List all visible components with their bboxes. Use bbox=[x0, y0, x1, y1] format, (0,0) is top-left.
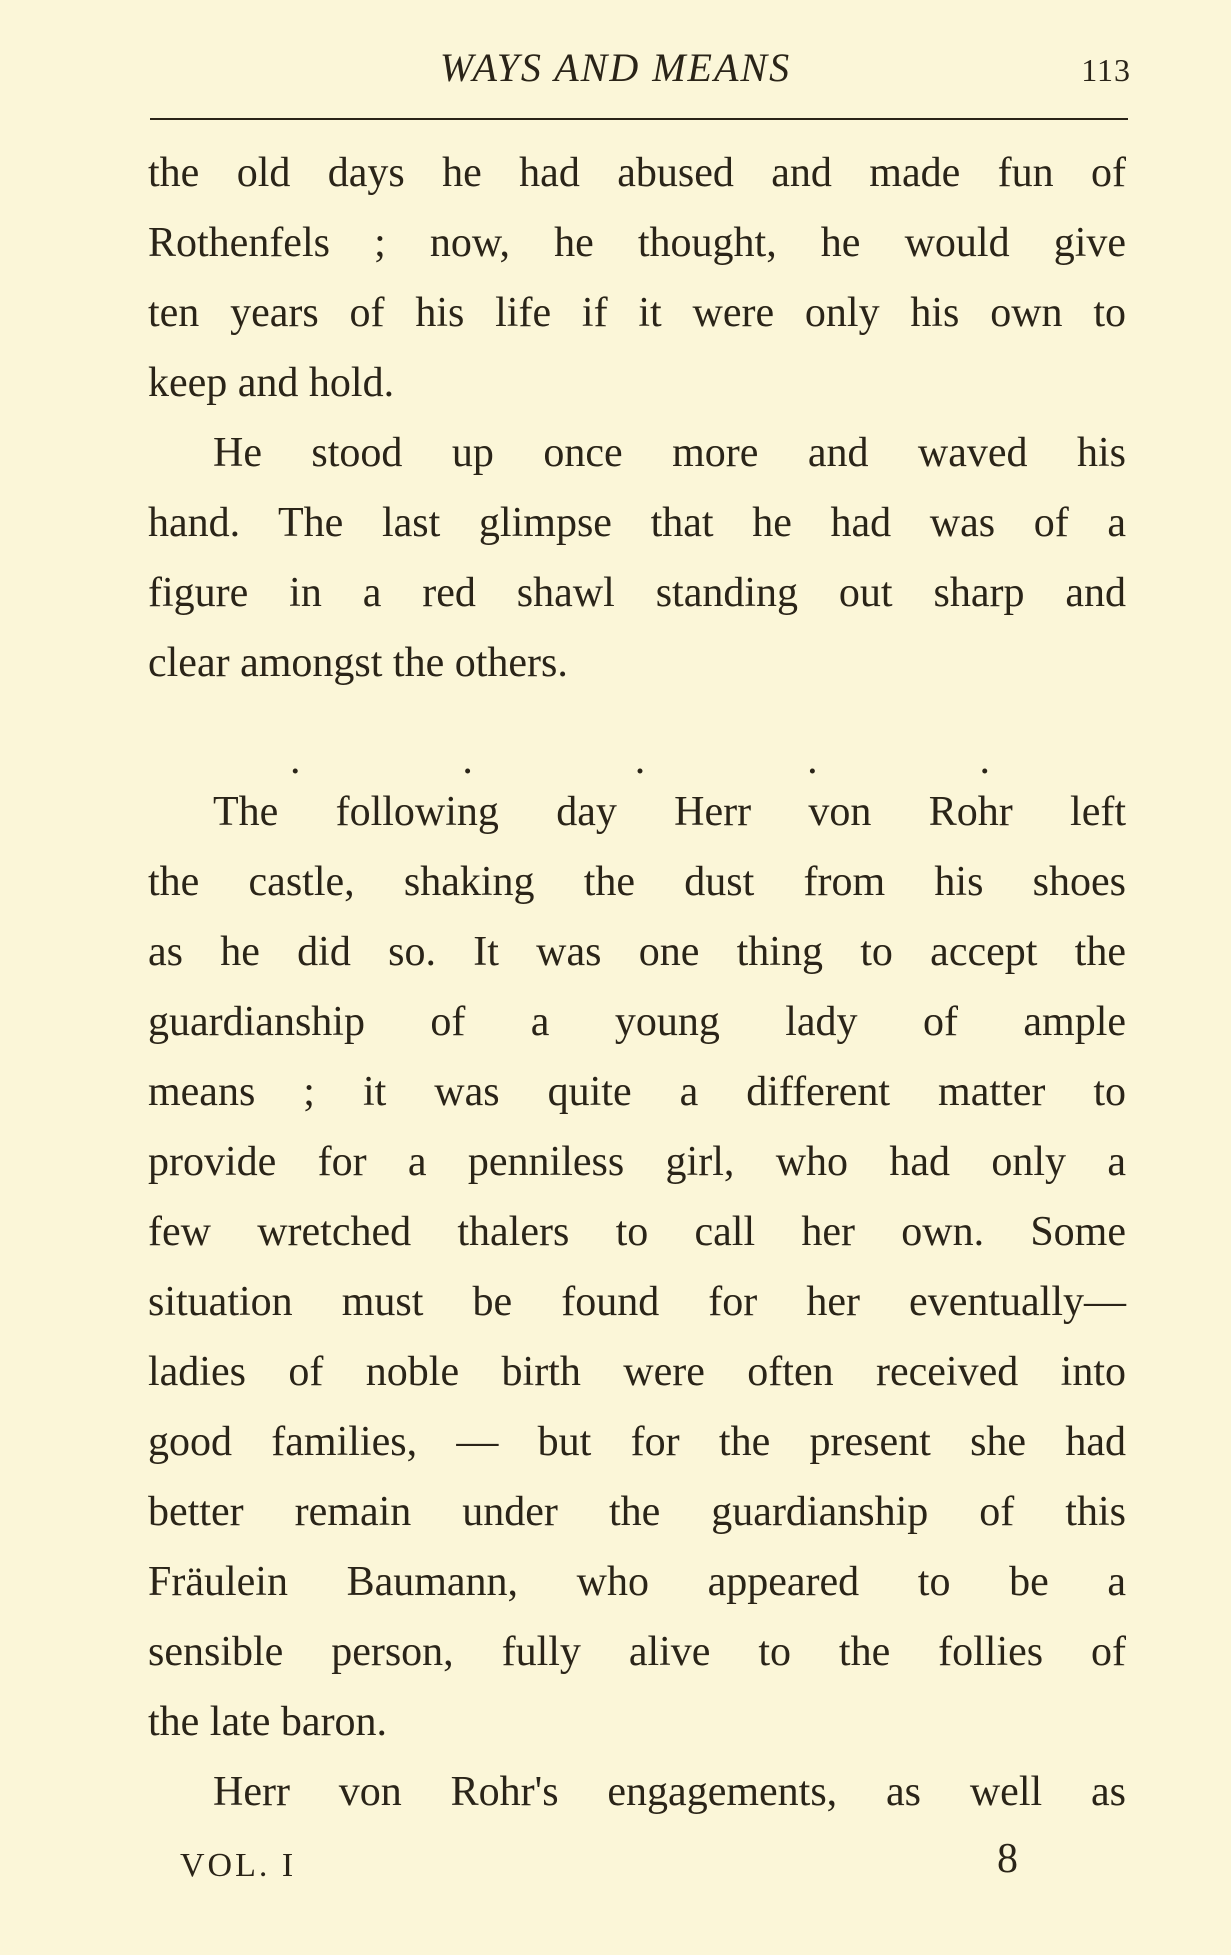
text-line: situation must be found for her eventually— bbox=[148, 1279, 1126, 1325]
section-break-dot: . bbox=[807, 737, 818, 783]
running-title: WAYS AND MEANS bbox=[439, 45, 792, 90]
text-line: Herr von Rohr's engagements, as well as bbox=[213, 1769, 1126, 1815]
text-line: few wretched thalers to call her own. Some bbox=[148, 1209, 1126, 1255]
volume-label: VOL. I bbox=[180, 1847, 297, 1884]
text-line: hand. The last glimpse that he had was of a bbox=[148, 500, 1126, 546]
text-line: Fräulein Baumann, who appeared to be a bbox=[148, 1559, 1126, 1605]
text-line: better remain under the guardianship of this bbox=[148, 1489, 1126, 1535]
section-break bbox=[290, 735, 990, 785]
header-rule bbox=[150, 118, 1128, 120]
section-break-dot: . bbox=[462, 737, 473, 783]
text-line: Rothenfels ; now, he thought, he would give bbox=[148, 220, 1126, 266]
text-line: as he did so. It was one thing to accept the bbox=[148, 929, 1126, 975]
section-break-dot: . bbox=[979, 737, 990, 783]
text-line: provide for a penniless girl, who had only a bbox=[148, 1139, 1126, 1185]
section-break-dot: . bbox=[290, 737, 301, 783]
text-line: clear amongst the others. bbox=[148, 640, 568, 686]
text-line: He stood up once more and waved his bbox=[213, 430, 1126, 476]
text-line: the old days he had abused and made fun of bbox=[148, 150, 1126, 196]
text-line: the castle, shaking the dust from his shoes bbox=[148, 859, 1126, 905]
signature-mark: 8 bbox=[997, 1836, 1018, 1882]
text-line: figure in a red shawl standing out sharp and bbox=[148, 570, 1126, 616]
text-line: guardianship of a young lady of ample bbox=[148, 999, 1126, 1045]
text-line: keep and hold. bbox=[148, 360, 395, 406]
text-line: means ; it was quite a different matter to bbox=[148, 1069, 1126, 1115]
text-line: the late baron. bbox=[148, 1699, 388, 1745]
text-line: sensible person, fully alive to the follies of bbox=[148, 1629, 1126, 1675]
text-line: ten years of his life if it were only his own to bbox=[148, 290, 1126, 336]
section-break-dot: . bbox=[634, 737, 646, 783]
text-line: The following day Herr von Rohr left bbox=[213, 789, 1126, 835]
text-line: good families, — but for the present she had bbox=[148, 1419, 1126, 1465]
text-line: ladies of noble birth were often received into bbox=[148, 1349, 1126, 1395]
page-number: 113 bbox=[1081, 52, 1131, 88]
